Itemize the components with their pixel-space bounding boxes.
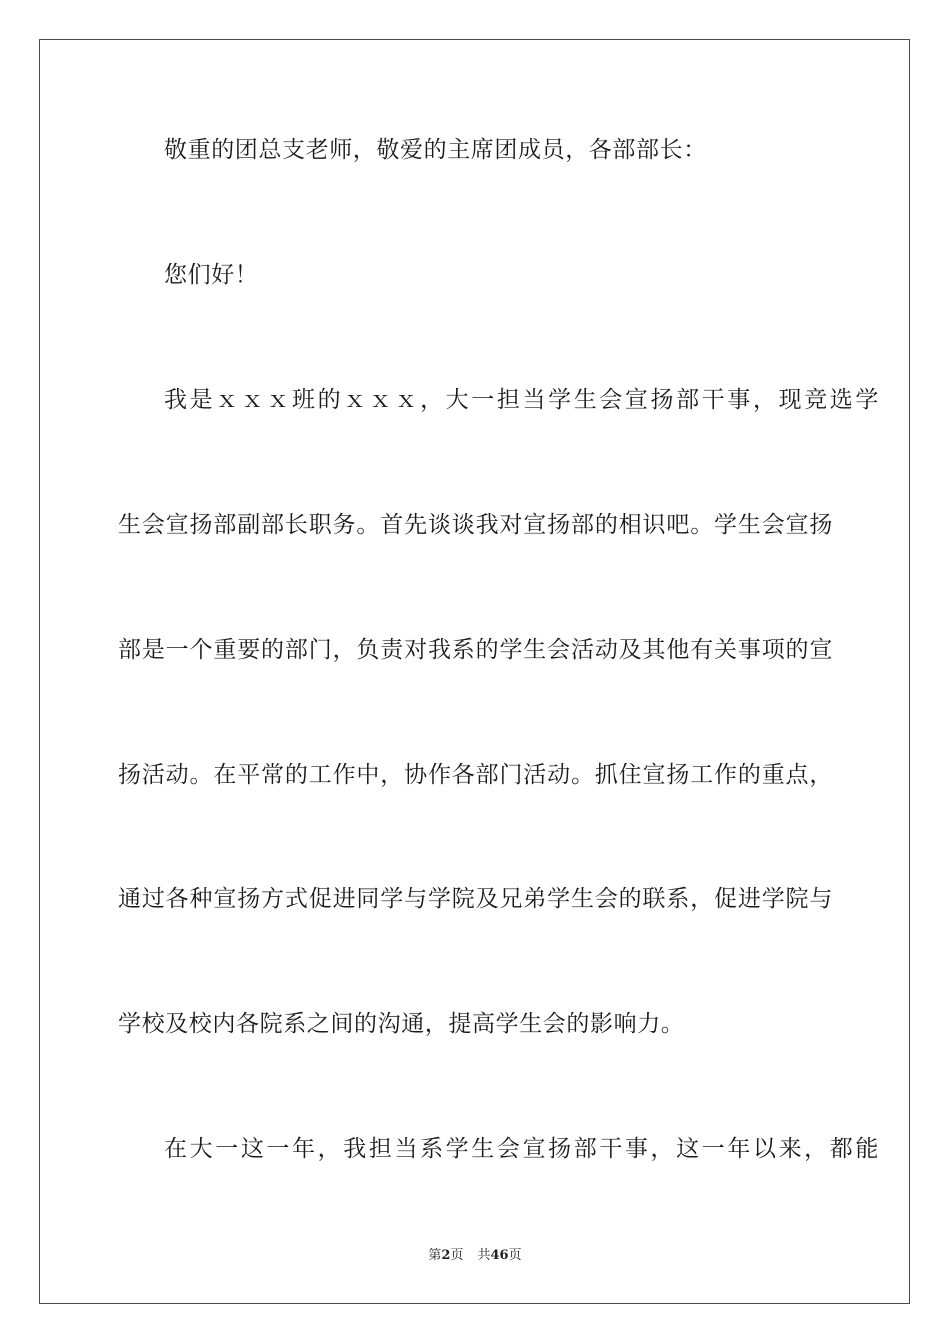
total-suffix: 页	[508, 1248, 522, 1263]
greeting-line: 您们好！	[164, 262, 259, 288]
paragraph-1-line-2: 生会宣扬部副部长职务。首先谈谈我对宣扬部的相识吧。学生会宣扬	[118, 512, 833, 538]
page-footer	[0, 1247, 950, 1265]
paragraph-1-line-1: 我是ｘｘｘ班的ｘｘｘ，大一担当学生会宣扬部干事，现竞选学	[164, 387, 879, 413]
total-prefix: 共	[477, 1248, 491, 1263]
paragraph-2-line-1: 在大一这一年，我担当系学生会宣扬部干事，这一年以来，都能	[164, 1136, 879, 1162]
paragraph-1-line-5: 通过各种宣扬方式促进同学与学院及兄弟学生会的联系，促进学院与	[118, 886, 833, 912]
paragraph-1-line-3: 部是一个重要的部门，负责对我系的学生会活动及其他有关事项的宣	[118, 637, 833, 663]
salutation-line: 敬重的团总支老师，敬爱的主席团成员，各部部长：	[164, 137, 707, 163]
paragraph-1-line-6: 学校及校内各院系之间的沟通，提高学生会的影响力。	[118, 1011, 685, 1037]
page-prefix: 第	[428, 1248, 442, 1263]
page-number: 2	[441, 1248, 451, 1263]
page-suffix: 页	[450, 1248, 464, 1263]
total-pages: 46	[490, 1248, 509, 1263]
paragraph-1-line-4: 扬活动。在平常的工作中，协作各部门活动。抓住宣扬工作的重点，	[118, 762, 833, 788]
page-border	[39, 39, 910, 1304]
